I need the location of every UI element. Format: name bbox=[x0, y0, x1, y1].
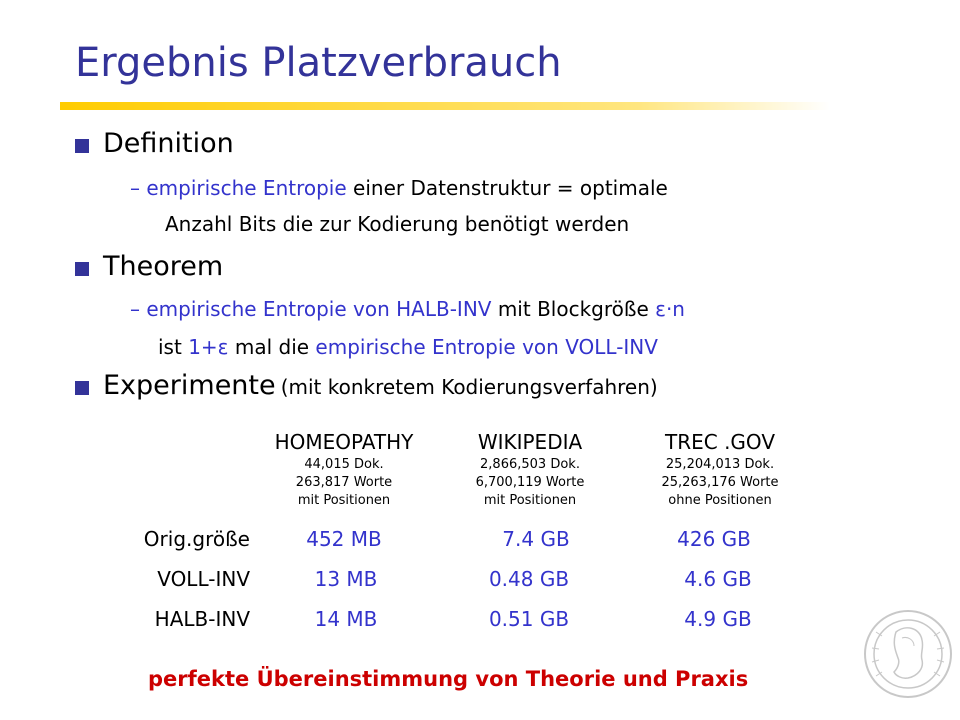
definition-term: empirische Entropie bbox=[146, 176, 347, 200]
column-header: WIKIPEDIA bbox=[477, 430, 583, 454]
theorem-line2-a: ist bbox=[158, 335, 189, 359]
table-cell: 426 GB bbox=[677, 527, 751, 551]
page-title: Ergebnis Platzverbrauch bbox=[75, 40, 562, 86]
column-docs: 44,015 Dok. bbox=[304, 457, 384, 472]
theorem-heading: Theorem bbox=[103, 251, 224, 282]
table-cell: 4.6 GB bbox=[684, 567, 752, 591]
row-label: HALB-INV bbox=[154, 607, 250, 631]
column-words: 25,263,176 Worte bbox=[661, 475, 779, 490]
column-docs: 2,866,503 Dok. bbox=[480, 457, 580, 472]
theorem-part2: mit Blockgröße bbox=[491, 297, 656, 321]
theorem-part3: ε·n bbox=[655, 297, 685, 321]
column-positions: mit Positionen bbox=[483, 493, 577, 508]
theorem-line2-d: empirische Entropie von VOLL-INV bbox=[315, 335, 658, 359]
definition-line1 bbox=[130, 176, 668, 200]
conclusion-text: perfekte Übereinstimmung von Theorie und Praxis bbox=[148, 667, 749, 691]
definition-line2: Anzahl Bits die zur Kodierung benötigt werden bbox=[165, 212, 630, 236]
bullet-icon bbox=[75, 139, 89, 153]
bullet-icon bbox=[75, 381, 89, 395]
title-underline bbox=[60, 100, 830, 114]
column-positions: ohne Positionen bbox=[668, 493, 772, 508]
column-words: 263,817 Worte bbox=[295, 475, 393, 490]
experimente-heading: Experimente bbox=[103, 370, 276, 401]
theorem-part1: empirische Entropie von HALB-INV bbox=[146, 297, 492, 321]
theorem-line1 bbox=[130, 297, 685, 321]
table-cell: 0.48 GB bbox=[488, 567, 570, 591]
table-cell: 452 MB bbox=[306, 527, 382, 551]
definition-rest: einer Datenstruktur = optimale bbox=[346, 176, 668, 200]
definition-heading: Definition bbox=[103, 128, 234, 159]
experimente-line bbox=[103, 370, 658, 401]
column-words: 6,700,119 Worte bbox=[475, 475, 585, 490]
row-label: VOLL-INV bbox=[157, 567, 250, 591]
column-header: HOMEOPATHY bbox=[274, 430, 414, 454]
column-positions: mit Positionen bbox=[297, 493, 391, 508]
column-header: TREC .GOV bbox=[665, 430, 775, 454]
table-cell: 0.51 GB bbox=[488, 607, 570, 631]
bullet-icon bbox=[75, 262, 89, 276]
theorem-line2 bbox=[158, 335, 658, 359]
column-docs: 25,204,013 Dok. bbox=[665, 457, 775, 472]
dash-marker: – bbox=[130, 176, 140, 200]
dash-marker: – bbox=[130, 297, 140, 321]
theorem-line2-b: 1+ε bbox=[188, 335, 229, 359]
seal-logo-icon bbox=[862, 602, 954, 706]
experimente-note: (mit konkretem Kodierungsverfahren) bbox=[280, 375, 658, 399]
table-cell: 4.9 GB bbox=[684, 607, 752, 631]
row-label: Orig.größe bbox=[143, 527, 250, 551]
table-cell: 13 MB bbox=[314, 567, 378, 591]
table-cell: 14 MB bbox=[314, 607, 378, 631]
table-cell: 7.4 GB bbox=[502, 527, 570, 551]
theorem-line2-c: mal die bbox=[228, 335, 316, 359]
